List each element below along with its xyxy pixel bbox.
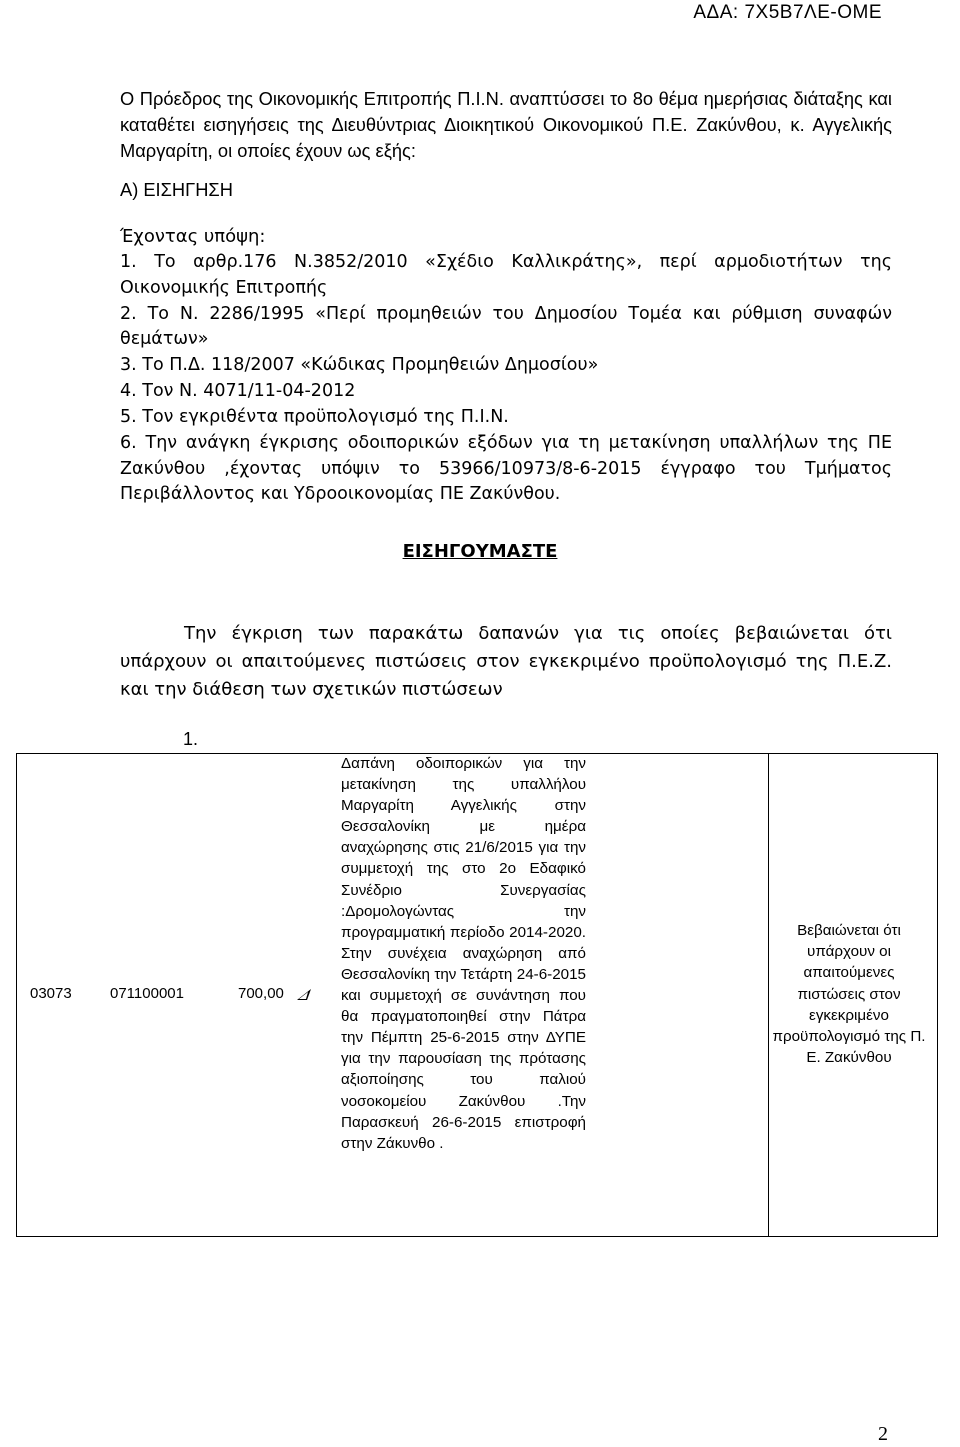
expense-confirmation: Βεβαιώνεται ότι υπάρχουν οι απαιτούμενες πιστώσεις στον εγκεκριμένο προϋπολογισμό της Π. Ε. Ζακύνθου	[772, 922, 926, 1067]
considering-heading: Έχοντας υπόψη:	[120, 226, 266, 247]
expense-number: 1.	[183, 729, 199, 749]
intro-paragraph: Ο Πρόεδρος της Οικονομικής Επιτροπής Π.Ι.Ν. αναπτύσσει το 8ο θέμα ημερήσιας διάταξης και καταθέτει εισηγήσεις της Διευθύντριας Διοικητικού Οικονομικού Π.Ε. Ζακύνθου, κ. Αγγελικής Μαργαρίτη, οι οποίες έχουν ως εξής:	[120, 88, 892, 161]
considering-item: 1. Το αρθρ.176 Ν.3852/2010 «Σχέδιο Καλλικράτης», περί αρμοδιοτήτων της Οικονομικής Επιτροπής	[120, 252, 892, 298]
considering-list	[120, 250, 892, 508]
proposal-text: Την έγκριση των παρακάτω δαπανών για τις οποίες βεβαιώνεται ότι υπάρχουν οι απαιτούμενες πιστώσεις στον εγκεκριμένο προϋπολογισμό της Π.Ε.Ζ. και την διάθεση των σχετικών πιστώσεων	[120, 623, 892, 700]
considering-item: 5. Τον εγκριθέντα προϋπολογισμό της Π.Ι.Ν.	[120, 407, 509, 427]
proposal-heading: ΕΙΣΗΓΟΥΜΑΣΤΕ	[402, 541, 558, 562]
expense-code: 03073	[30, 985, 72, 1002]
expense-amount: 700,00	[238, 985, 284, 1002]
considering-item: 2. Το Ν. 2286/1995 «Περί προμηθειών του Δημοσίου Τομέα και ρύθμιση συναφών θεμάτων»	[120, 303, 892, 349]
considering-item: 6. Την ανάγκη έγκρισης οδοιπορικών εξόδων για τη μετακίνηση υπαλλήλων της ΠΕ Ζακύνθου ,έχοντας υπόψιν το 53966/10973/8-6-2015 έγγραφο του Τμήματος Περιβάλλοντος και Υδροοικονομίας ΠΕ Ζακύνθου.	[120, 433, 892, 504]
ada-code: ΑΔΑ: 7Χ5Β7ΛΕ-ΟΜΕ	[693, 2, 882, 23]
expense-kae: 071100001	[110, 985, 184, 1002]
page-number: 2	[878, 1423, 888, 1445]
considering-item: 3. Το Π.Δ. 118/2007 «Κώδικας Προμηθειών Δημοσίου»	[120, 355, 599, 375]
euro-icon	[296, 988, 312, 1002]
expense-description: Δαπάνη οδοιπορικών για την μετακίνηση της υπαλλήλου Μαργαρίτη Αγγελικής στην Θεσσαλονίκη με ημέρα αναχώρησης στις 21/6/2015 για την συμμετοχή της στο 2ο Εδαφικό Συνέδριο Συνεργασίας :Δρομολογώντας την προγραμματική περίοδο 2014-2020. Στην συνέχεια αναχώρηση από Θεσσαλονίκη την Τετάρτη 24-6-2015 και συμμετοχή σε συνάντηση που θα πραγματοποιηθεί στην Πάτρα την Πέμπτη 25-6-2015 στην ΔΥΠΕ για την παρουσίαση της πρότασης αξιοποίησης του παλιού νοσοκομείου Ζακύνθου .Την Παρασκευή 26-6-2015 επιστροφή στην Ζάκυνθο .	[341, 755, 586, 1152]
section-a-heading: Α) ΕΙΣΗΓΗΣΗ	[120, 179, 233, 200]
considering-item: 4. Τον Ν. 4071/11-04-2012	[120, 381, 356, 401]
